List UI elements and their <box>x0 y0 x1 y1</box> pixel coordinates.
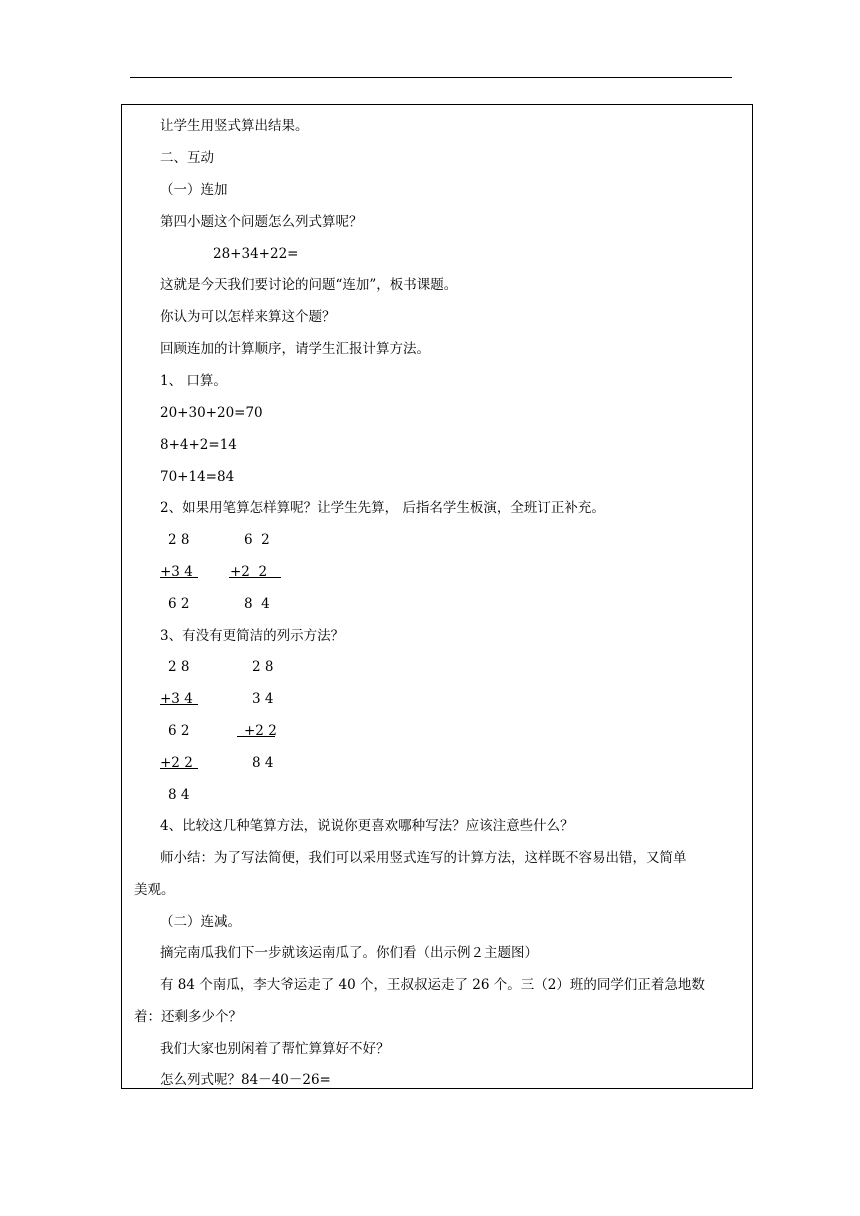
vertical-calc-b-row: 3 4 <box>252 691 274 707</box>
text-line: 有 84 个南瓜，李大爷运走了 40 个，王叔叔运走了 26 个。三（2）班的同学们正着急地数 <box>160 977 705 993</box>
vertical-calc-a-row: 2 8 <box>168 659 190 675</box>
vertical-calc-a-row: +3 4 <box>160 564 193 580</box>
equation-line: 70+14=84 <box>160 469 235 485</box>
vertical-calc-b-row: 2 8 <box>252 659 274 675</box>
vertical-calc-a-row: 6 2 <box>168 596 190 612</box>
text-line: 2、如果用笔算怎样算呢？让学生先算， 后指名学生板演，全班订正补充。 <box>160 500 605 516</box>
sum-underline <box>160 768 198 769</box>
header-rule <box>130 77 732 78</box>
sum-underline <box>160 704 198 705</box>
text-line: 3、有没有更简洁的列示方法？ <box>160 628 345 644</box>
equation-line: 怎么列式呢？84－40－26= <box>160 1072 331 1088</box>
vertical-calc-b-row: 6 2 <box>244 532 270 548</box>
text-line: 4、比较这几种笔算方法，说说你更喜欢哪种写法？应该注意些什么？ <box>160 818 574 834</box>
text-line: 1、 口算。 <box>160 373 227 389</box>
vertical-calc-b-row: 8 4 <box>244 596 270 612</box>
vertical-calc-a-row: 2 8 <box>168 532 190 548</box>
subsection-heading: （二）连减。 <box>160 914 241 930</box>
vertical-calc-a-row: +2 2 <box>160 755 193 771</box>
text-line: 你认为可以怎样来算这个题？ <box>160 309 336 325</box>
sum-underline <box>237 736 275 737</box>
vertical-calc-a-row: 8 4 <box>168 787 190 803</box>
section-heading: 二、互动 <box>160 150 214 166</box>
vertical-calc-b-row: 8 4 <box>252 755 274 771</box>
subsection-heading: （一）连加 <box>160 182 228 198</box>
sum-underline <box>160 577 198 578</box>
vertical-calc-b-row: +2 2 <box>230 564 268 580</box>
vertical-calc-a-row: 6 2 <box>168 723 190 739</box>
text-line: 让学生用竖式算出结果。 <box>160 118 309 134</box>
vertical-calc-a-row: +3 4 <box>160 691 193 707</box>
equation-line: 28+34+22= <box>213 246 299 262</box>
text-line: 摘完南瓜我们下一步就该运南瓜了。你们看（出示例２主题图） <box>160 945 538 961</box>
text-line: 师小结：为了写法简便，我们可以采用竖式连写的计算方法，这样既不容易出错，又简单 <box>160 850 687 866</box>
text-line: 第四小题这个问题怎么列式算呢？ <box>160 214 363 230</box>
text-line: 美观。 <box>134 882 175 898</box>
text-line: 这就是今天我们要讨论的问题“连加”，板书课题。 <box>160 277 458 293</box>
text-line: 我们大家也别闲着了帮忙算算好不好？ <box>160 1041 390 1057</box>
sum-underline <box>229 577 281 578</box>
text-line: 着：还剩多少个？ <box>134 1009 242 1025</box>
equation-line: 20+30+20=70 <box>160 405 263 421</box>
vertical-calc-b-row: +2 2 <box>244 723 277 739</box>
equation-line: 8+4+2=14 <box>160 437 237 453</box>
text-line: 回顾连加的计算顺序，请学生汇报计算方法。 <box>160 341 430 357</box>
